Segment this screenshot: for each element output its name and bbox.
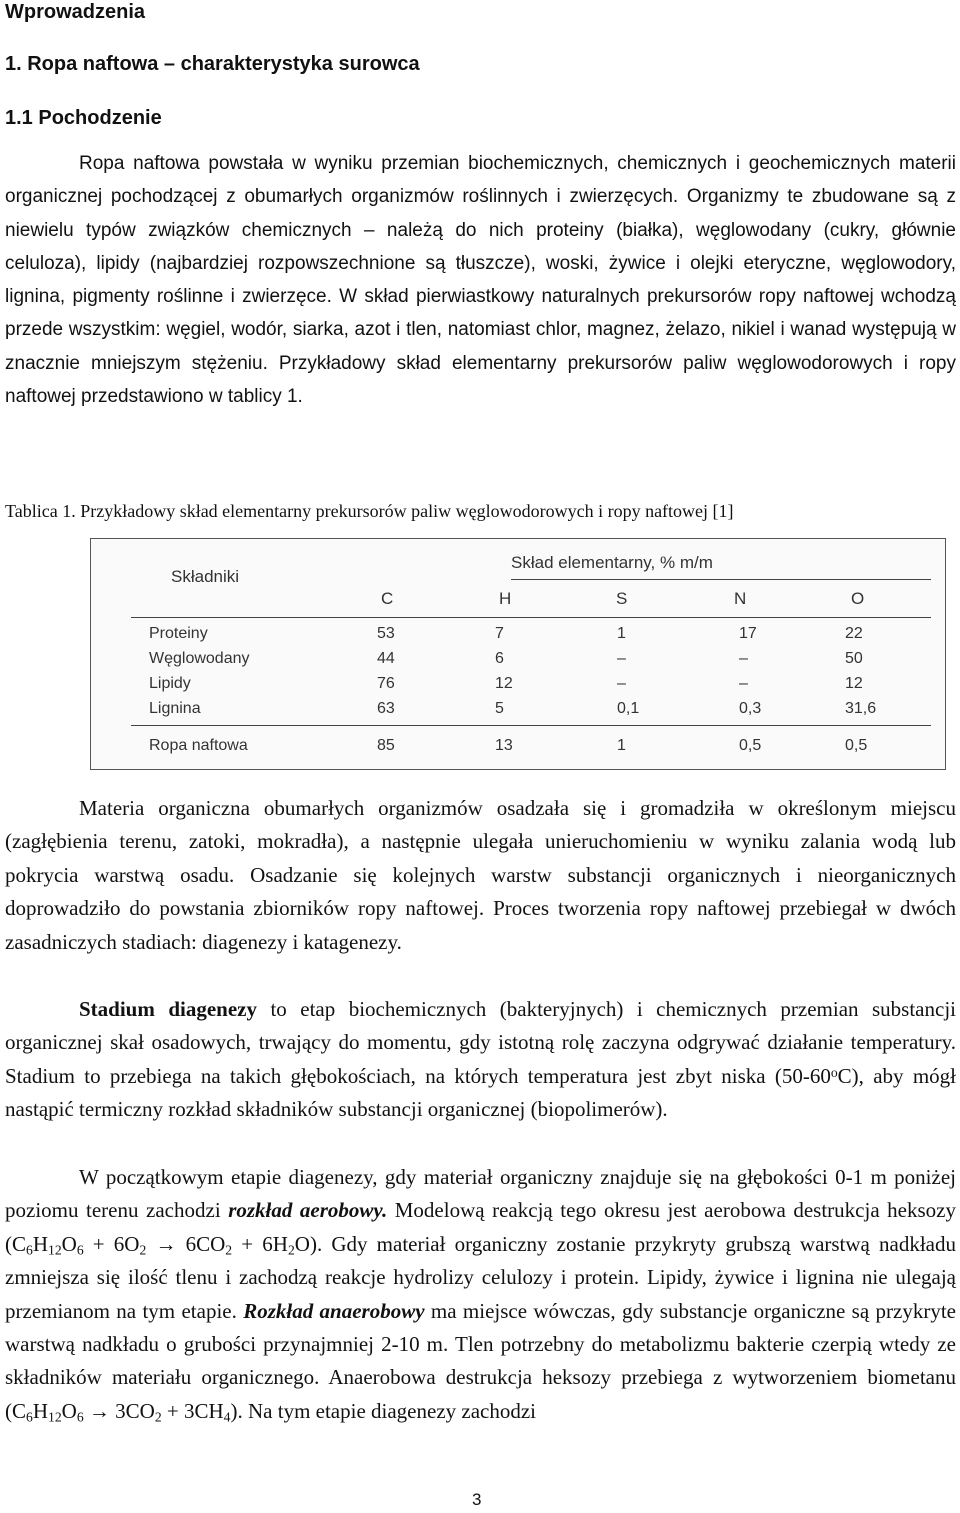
- subscript: 6: [26, 1242, 33, 1258]
- text-run: + 3CH: [161, 1398, 224, 1423]
- text-run: to etap biochemicznych (bakteryjnych) i chemicznych przemian substancji organicznej skał osadowych, trwający do momentu, gdy istotną rolę zaczyna odgrywać działanie temperatury. Stadium to przebiega na takich głębokościach, na których temperatura jest zbyt niska (50-60: [5, 997, 956, 1088]
- paragraph-decomposition: [5, 1161, 956, 1428]
- table-header-composition: Skład elementarny, % m/m: [511, 553, 713, 572]
- text-run: 3CO: [115, 1398, 155, 1423]
- term-anaerobic: Rozkład anaerobowy: [243, 1298, 425, 1323]
- text-run: 6CO: [185, 1231, 226, 1256]
- table-row-label: Proteiny: [149, 625, 208, 642]
- table-rule: [131, 617, 931, 618]
- table-cell: 85: [377, 737, 395, 754]
- subscript: 2: [225, 1242, 233, 1258]
- table-cell: 1: [617, 737, 626, 754]
- table-rule: [511, 579, 931, 580]
- subscript: 6: [76, 1242, 84, 1258]
- degree-sup: o: [830, 1064, 838, 1080]
- table-cell: 7: [495, 625, 504, 642]
- table-header-components: Składniki: [171, 567, 240, 586]
- subscript: 6: [26, 1409, 33, 1425]
- table-cell: 53: [377, 625, 395, 642]
- text-run: H: [32, 1231, 48, 1256]
- heading-section: 1.1 Pochodzenie: [5, 107, 162, 129]
- arrow-symbol: →: [146, 1231, 186, 1256]
- composition-table: [90, 538, 946, 770]
- text-run: H: [32, 1398, 48, 1423]
- table-cell: 50: [845, 650, 863, 667]
- term-diagenesis: Stadium diagenezy: [79, 997, 257, 1021]
- table-cell: 17: [739, 625, 757, 642]
- heading-chapter: 1. Ropa naftowa – charakterystyka surowca: [5, 53, 420, 75]
- paragraph-deposition: Materia organiczna obumarłych organizmów osadzała się i gromadziła w określonym miejscu (zagłębienia terenu, zatoki, mokradła), a następnie ulegała unieruchomieniu w wyniku zalania wodą lub pokrycia warstwą osadu. Osadzanie się kolejnych warstw substancji organicznych i nieorganicznych doprowadziło do powstania zbiorników ropy naftowej. Proces tworzenia ropy naftowej przebiegał w dwóch zasadniczych stadiach: diagenezy i katagenezy.: [5, 796, 956, 954]
- table-caption: Tablica 1. Przykładowy skład elementarny prekursorów paliw węglowodorowych i ropy naftowej [1]: [5, 501, 734, 521]
- table-cell: 13: [495, 737, 513, 754]
- text-run: ma miejsce wówczas, gdy substancje organiczne są przykryte warstwą nadkładu o grubości przynajmniej 2-10 m. Tlen potrzebny do metabolizmu bakterie czerpią wtedy ze składników materiału organicznego. Anaerobowa destrukcja heksozy przebiega z wytworzeniem biometanu (C: [5, 1298, 956, 1423]
- text-run: ). Na tym etapie diagenezy zachodzi: [230, 1398, 537, 1423]
- table-cell: 12: [845, 675, 863, 692]
- text-run: W początkowym etapie diagenezy, gdy materiał organiczny znajduje się na głębokości 0-1 m poniżej poziomu terenu zachodzi: [5, 1165, 956, 1223]
- table-cell: 44: [377, 650, 395, 667]
- text-run: O: [61, 1398, 77, 1423]
- table-row-label: Węglowodany: [149, 650, 250, 667]
- page-number: 3: [472, 1490, 482, 1509]
- subscript: 4: [223, 1409, 231, 1425]
- heading-intro: Wprowadzenia: [5, 1, 146, 23]
- subscript: 6: [76, 1409, 84, 1425]
- table-cell: 63: [377, 700, 395, 717]
- arrow-symbol: →: [83, 1398, 116, 1423]
- table-cell: 5: [495, 700, 504, 717]
- text-run: + 6O: [83, 1231, 140, 1256]
- text-run: O). Gdy materiał organiczny zostanie przykryty grubszą warstwą nadkładu zmniejsza się ilość tlenu i zachodzą reakcje hydrolizy celulozy i protein. Lipidy, żywice i lignina nie ulegają przemianom na tym etapie.: [5, 1231, 957, 1323]
- table-cell: –: [617, 675, 626, 692]
- subscript: 2: [154, 1409, 162, 1425]
- column-header-s: S: [616, 589, 628, 608]
- text-run: Modelową reakcją tego okresu jest aerobowa destrukcja heksozy (C: [5, 1198, 956, 1256]
- table-row-label: Lipidy: [149, 675, 191, 692]
- column-header-h: H: [499, 589, 512, 608]
- table-cell: 31,6: [845, 700, 877, 717]
- table-cell: 0,5: [845, 737, 868, 754]
- text-run: O: [61, 1231, 77, 1256]
- table-cell: 6: [495, 650, 504, 667]
- table-cell: 1: [617, 625, 626, 642]
- table-row-label: Lignina: [149, 700, 201, 717]
- table-cell: –: [617, 650, 626, 667]
- table-cell: 22: [845, 625, 863, 642]
- text-run: + 6H: [232, 1231, 288, 1256]
- table-rule: [131, 725, 931, 726]
- text-run: C), aby mógł nastąpić termiczny rozkład składników substancji organicznej (biopolimerów).: [5, 1063, 956, 1122]
- subscript: 12: [48, 1242, 62, 1258]
- table-cell: 0,1: [617, 700, 640, 717]
- total-row-label: Ropa naftowa: [149, 737, 248, 754]
- table-cell: 76: [377, 675, 395, 692]
- column-header-c: C: [381, 589, 394, 608]
- table-cell: –: [739, 650, 748, 667]
- paragraph-diagenesis: [5, 993, 956, 1127]
- subscript: 2: [139, 1242, 147, 1258]
- paragraph-origin: Ropa naftowa powstała w wyniku przemian biochemicznych, chemicznych i geochemicznych materii organicznej pochodzącej z obumarłych organizmów roślinnych i zwierzęcych. Organizmy te zbudowane są z niewielu typów związków chemicznych – należą do nich proteiny (białka), węglowodany (cukry, głównie celuloza), lipidy (najbardziej rozpowszechnione są tłuszcze), woski, żywice i olejki eteryczne, węglowodory, lignina, pigmenty roślinne i zwierzęce. W skład pierwiastkowy naturalnych prekursorów ropy naftowej wchodzą przede wszystkim: węgiel, wodór, siarka, azot i tlen, natomiast chlor, magnez, żelazo, nikiel i wanad występują w znacznie mniejszym stężeniu. Przykładowy skład elementarny prekursorów paliw węglowodorowych i ropy naftowej przedstawiono w tablicy 1.: [5, 153, 956, 408]
- table-cell: 0,3: [739, 700, 762, 717]
- table-cell: –: [739, 675, 748, 692]
- subscript: 12: [48, 1409, 62, 1425]
- term-aerobic: rozkład aerobowy.: [228, 1198, 388, 1223]
- table-cell: 12: [495, 675, 513, 692]
- column-header-o: O: [851, 589, 865, 608]
- table-cell: 0,5: [739, 737, 762, 754]
- subscript: 2: [287, 1242, 295, 1258]
- column-header-n: N: [734, 589, 747, 608]
